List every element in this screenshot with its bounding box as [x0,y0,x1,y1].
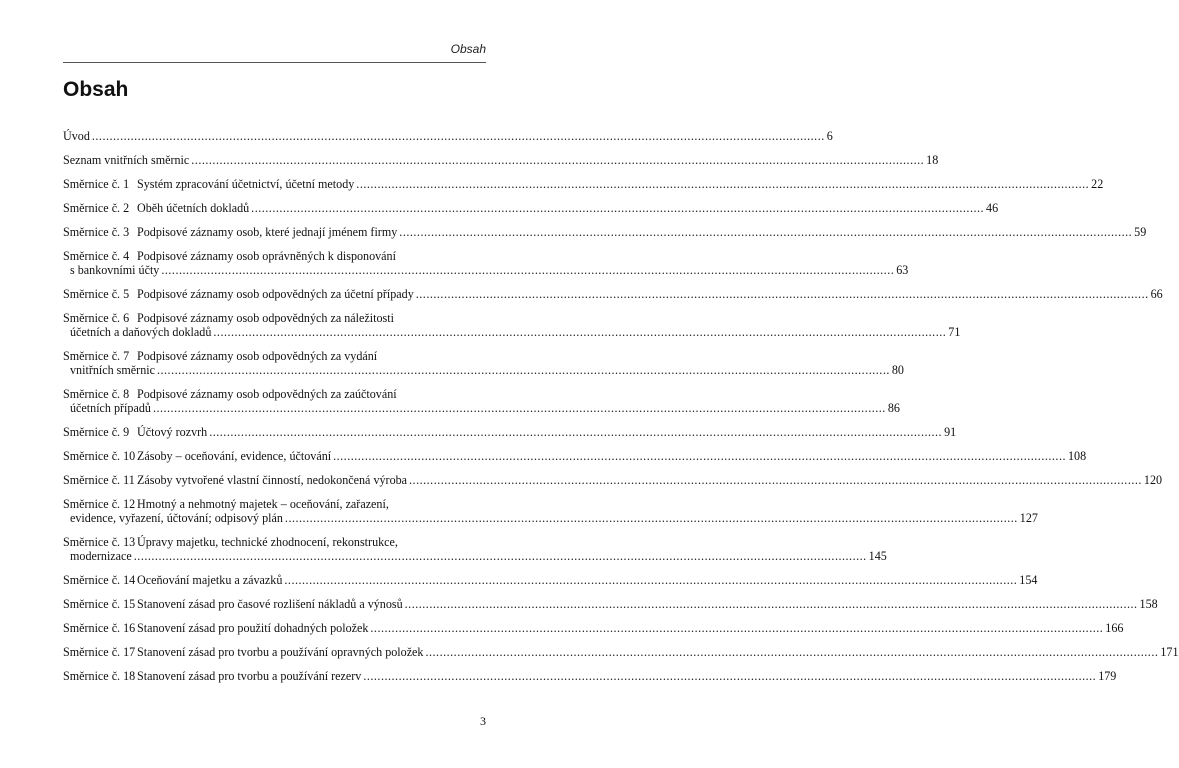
toc-entry-page: 91 [944,425,957,439]
dot-leader [157,363,890,377]
dot-leader [191,153,924,167]
dot-leader [409,473,1142,487]
toc-entry-prefix: Směrnice č. 12 [63,497,136,511]
toc-entry[interactable] [63,535,887,563]
toc-entry-title: Zásoby vytvořené vlastní činností, nedokončená výroba [137,473,408,487]
dot-leader [285,511,1018,525]
toc-entry-title: Účtový rozvrh [137,425,208,439]
toc-entry-title: Seznam vnitřních směrnic [63,153,190,167]
toc-entry-page: 158 [1139,597,1158,611]
toc-entry-page: 166 [1105,621,1124,635]
toc-entry-prefix: Směrnice č. 8 [63,387,130,401]
toc-entry[interactable] [63,621,1124,635]
toc-entry-title: Hmotný a nehmotný majetek – oceňování, zařazení, [137,497,389,511]
toc-entry-prefix: Směrnice č. 4 [63,249,130,263]
toc-entry-prefix: Směrnice č. 16 [63,621,136,635]
toc-entry-prefix: Směrnice č. 14 [63,573,136,587]
toc-entry-page: 22 [1091,177,1104,191]
toc-entry-prefix: Směrnice č. 13 [63,535,136,549]
dot-leader [284,573,1017,587]
dot-leader [399,225,1132,239]
toc-entry[interactable] [63,425,957,439]
toc-entry-title-continued: s bankovními účty [70,263,160,277]
toc-entry-page: 46 [986,201,999,215]
toc-entry-page: 71 [948,325,961,339]
toc-entry[interactable] [63,177,1104,191]
dot-leader [416,287,1149,301]
dot-leader [92,129,825,143]
dot-leader [161,263,894,277]
toc-entry-title-continued: účetních a daňových dokladů [70,325,212,339]
toc-entry-page: 6 [826,129,833,143]
toc-entry-page: 80 [891,363,904,377]
toc-entry-title: Stanovení zásad pro použití dohadných položek [137,621,369,635]
header-rule [63,62,486,63]
toc-entry[interactable] [63,153,939,167]
toc-entry-title: Úpravy majetku, technické zhodnocení, rekonstrukce, [137,535,398,549]
toc-entry-prefix: Směrnice č. 3 [63,225,130,239]
dot-leader [425,645,1158,659]
toc-entry-page: 127 [1019,511,1038,525]
dot-leader [153,401,886,415]
toc-entry-prefix: Směrnice č. 9 [63,425,130,439]
toc-entry-title: Stanovení zásad pro tvorbu a používání opravných položek [137,645,424,659]
toc-entry[interactable] [63,473,1163,487]
toc-entry-prefix: Směrnice č. 10 [63,449,136,463]
toc-entry-title: Podpisové záznamy osob odpovědných za zaúčtování [137,387,397,401]
toc-entry-prefix: Směrnice č. 1 [63,177,130,191]
toc-entry[interactable] [63,573,1038,587]
toc-entry-title: Úvod [63,129,90,143]
dot-leader [251,201,984,215]
toc-entry-prefix: Směrnice č. 17 [63,645,136,659]
toc-entry-page: 171 [1160,645,1179,659]
toc-entry-title-continued: modernizace [70,549,132,563]
page-number: 3 [480,714,486,728]
toc-entry-page: 120 [1143,473,1163,487]
toc-entry-title: Podpisové záznamy osob odpovědných za náležitosti [137,311,394,325]
toc-entry[interactable] [63,201,999,215]
dot-leader [370,621,1103,635]
toc-entry-page: 59 [1134,225,1147,239]
toc-entry[interactable] [63,249,909,277]
toc-entry-title: Oběh účetních dokladů [137,201,250,215]
toc-entry[interactable] [63,645,1179,659]
dot-leader [209,425,942,439]
page-title: Obsah [63,78,129,101]
dot-leader [405,597,1138,611]
toc-entry-title: Systém zpracování účetnictví, účetní metody [137,177,355,191]
dot-leader [333,449,1066,463]
toc-entry-title-continued: účetních případů [70,401,151,415]
toc-entry-prefix: Směrnice č. 11 [63,473,135,487]
toc-entry[interactable] [63,597,1158,611]
toc-entry-prefix: Směrnice č. 5 [63,287,130,301]
toc-entry-page: 108 [1067,449,1087,463]
toc-entry-title-continued: evidence, vyřazení, účtování; odpisový plán [70,511,283,525]
toc-entry[interactable] [63,287,1163,301]
toc-entry[interactable] [63,225,1147,239]
toc-entry[interactable] [63,129,833,143]
toc-entry-prefix: Směrnice č. 18 [63,669,136,683]
toc-entry-page: 18 [926,153,939,167]
dot-leader [213,325,946,339]
toc-entry-title: Podpisové záznamy osob, které jednají jménem firmy [137,225,398,239]
table-of-contents [63,129,1179,693]
toc-entry-title: Podpisové záznamy osob odpovědných za účetní případy [137,287,414,301]
dot-leader [134,549,867,563]
toc-entry-page: 179 [1098,669,1117,683]
toc-entry[interactable] [63,669,1117,683]
toc-entry-prefix: Směrnice č. 7 [63,349,130,363]
toc-entry-page: 63 [896,263,909,277]
toc-entry[interactable] [63,349,904,377]
toc-entry[interactable] [63,449,1087,463]
dot-leader [363,669,1096,683]
toc-entry-page: 154 [1019,573,1038,587]
toc-entry-prefix: Směrnice č. 15 [63,597,136,611]
toc-entry-title-continued: vnitřních směrnic [70,363,155,377]
toc-entry-title: Zásoby – oceňování, evidence, účtování [137,449,332,463]
toc-entry-title: Oceňování majetku a závazků [137,573,283,587]
running-header: Obsah [450,42,486,56]
dot-leader [356,177,1089,191]
toc-entry[interactable] [63,311,961,339]
toc-entry-title: Podpisové záznamy osob oprávněných k disponování [137,249,396,263]
toc-entry[interactable] [63,497,1038,525]
toc-entry-prefix: Směrnice č. 2 [63,201,130,215]
toc-entry-title: Podpisové záznamy osob odpovědných za vydání [137,349,378,363]
toc-entry-title: Stanovení zásad pro časové rozlišení nákladů a výnosů [137,597,403,611]
toc-entry-prefix: Směrnice č. 6 [63,311,130,325]
toc-entry[interactable] [63,387,900,415]
toc-entry-page: 66 [1150,287,1163,301]
toc-entry-page: 86 [887,401,900,415]
toc-entry-page: 145 [868,549,887,563]
toc-entry-title: Stanovení zásad pro tvorbu a používání rezerv [137,669,362,683]
